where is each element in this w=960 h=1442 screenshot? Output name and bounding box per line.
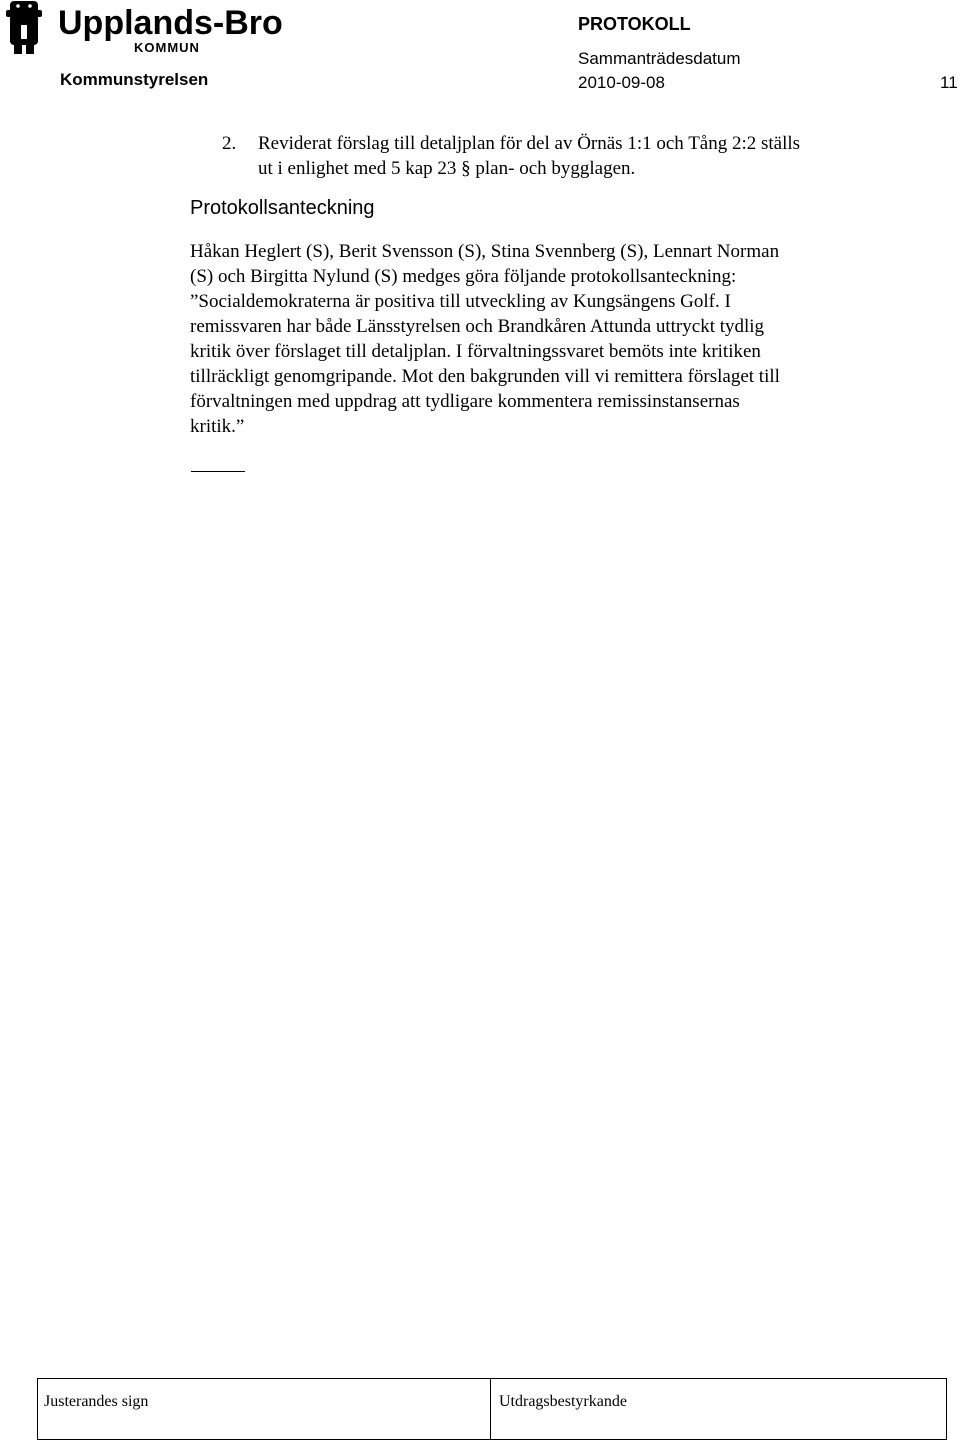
organization-name: Kommunstyrelsen xyxy=(60,70,209,89)
protocol-note-text xyxy=(190,239,910,439)
page-number: 11 xyxy=(940,73,958,92)
paragraph-line: kritik över förslaget till detaljplan. I förvaltningssvaret bemöts inte kritiken xyxy=(190,341,761,362)
agenda-item-line: Reviderat förslag till detaljplan för del av Örnäs 1:1 och Tång 2:2 ställs xyxy=(258,133,801,154)
signature-footer xyxy=(37,1378,947,1440)
agenda-item-text xyxy=(258,131,918,181)
municipality-logo xyxy=(2,0,292,56)
agenda-item xyxy=(222,131,922,181)
paragraph-line: kritik.” xyxy=(190,416,245,437)
logo-wordmark: Upplands-Bro xyxy=(58,4,283,42)
signature-label: Justerandes sign xyxy=(44,1393,149,1410)
certification-label: Utdragsbestyrkande xyxy=(499,1393,627,1410)
agenda-item-number: 2. xyxy=(222,133,237,154)
section-heading: Protokollsanteckning xyxy=(190,197,375,219)
paragraph-line: Håkan Heglert (S), Berit Svensson (S), Stina Svennberg (S), Lennart Norman xyxy=(190,241,780,262)
signature-cell-left xyxy=(38,1379,491,1439)
paragraph-line: tillräckligt genomgripande. Mot den bakgrunden vill vi remittera förslaget till xyxy=(190,366,780,387)
meeting-date: 2010-09-08 xyxy=(578,73,665,92)
end-separator xyxy=(191,471,245,472)
paragraph-line: ”Socialdemokraterna är positiva till utveckling av Kungsängens Golf. I xyxy=(190,291,731,312)
document-type: PROTOKOLL xyxy=(578,14,691,34)
logo-graphic xyxy=(2,0,292,56)
signature-cell-right xyxy=(491,1379,946,1439)
agenda-item-line: ut i enlighet med 5 kap 23 § plan- och bygglagen. xyxy=(258,158,636,179)
paragraph-line: förvaltningen med uppdrag att tydligare kommentera remissinstansernas xyxy=(190,391,740,412)
paragraph-line: remissvaren har både Länsstyrelsen och Brandkåren Attunda uttryckt tydlig xyxy=(190,316,765,337)
logo-subtitle: KOMMUN xyxy=(134,40,200,55)
paragraph-line: (S) och Birgitta Nylund (S) medges göra följande protokollsanteckning: xyxy=(190,266,737,287)
meeting-date-label: Sammanträdesdatum xyxy=(578,49,741,68)
